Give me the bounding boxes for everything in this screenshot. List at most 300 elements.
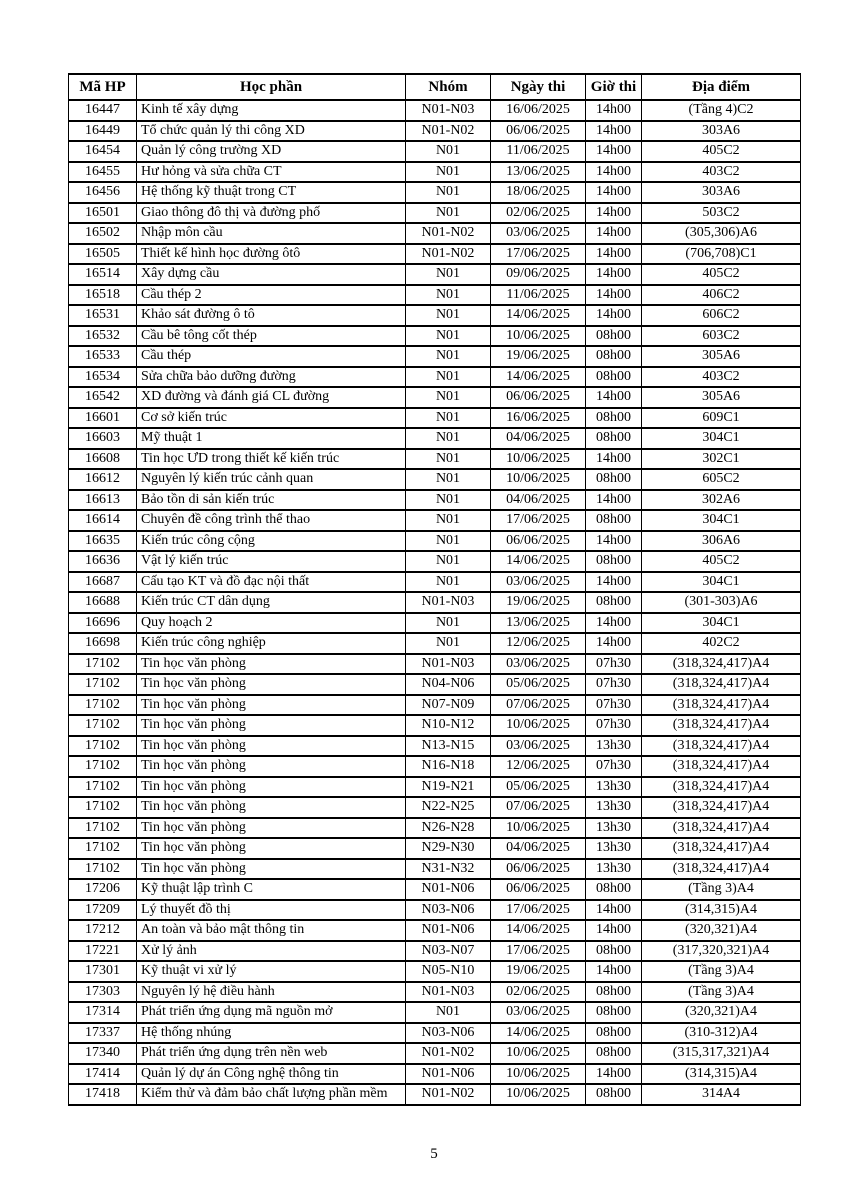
table-cell: Cấu tạo KT và đồ đạc nội thất xyxy=(137,572,406,593)
table-cell: N01-N03 xyxy=(406,654,491,675)
table-cell: 16/06/2025 xyxy=(491,408,586,429)
table-cell: 19/06/2025 xyxy=(491,346,586,367)
table-cell: 16698 xyxy=(69,633,137,654)
table-cell: 06/06/2025 xyxy=(491,859,586,880)
table-cell: 16696 xyxy=(69,613,137,634)
table-cell: 303A6 xyxy=(642,121,801,142)
table-cell: 16534 xyxy=(69,367,137,388)
table-cell: Hệ thống kỹ thuật trong CT xyxy=(137,182,406,203)
table-cell: Tổ chức quản lý thi công XD xyxy=(137,121,406,142)
table-cell: 13h30 xyxy=(586,859,642,880)
table-cell: 17/06/2025 xyxy=(491,900,586,921)
table-cell: N19-N21 xyxy=(406,777,491,798)
table-cell: 13h30 xyxy=(586,838,642,859)
table-cell: N01 xyxy=(406,203,491,224)
table-row xyxy=(69,982,801,1003)
table-cell: 08h00 xyxy=(586,428,642,449)
table-cell: 16601 xyxy=(69,408,137,429)
table-cell: Tin học văn phòng xyxy=(137,674,406,695)
table-cell: 17102 xyxy=(69,654,137,675)
table-cell: 08h00 xyxy=(586,326,642,347)
table-row xyxy=(69,203,801,224)
table-cell: 03/06/2025 xyxy=(491,736,586,757)
table-row xyxy=(69,818,801,839)
table-cell: 06/06/2025 xyxy=(491,531,586,552)
table-cell: 17102 xyxy=(69,818,137,839)
table-cell: 16449 xyxy=(69,121,137,142)
table-cell: 13/06/2025 xyxy=(491,162,586,183)
table-cell: An toàn và bảo mật thông tin xyxy=(137,920,406,941)
table-cell: 405C2 xyxy=(642,264,801,285)
table-cell: (Tầng 4)C2 xyxy=(642,100,801,121)
table-cell: (320,321)A4 xyxy=(642,1002,801,1023)
table-cell: Cầu bê tông cốt thép xyxy=(137,326,406,347)
table-cell: (318,324,417)A4 xyxy=(642,654,801,675)
table-cell: Hệ thống nhúng xyxy=(137,1023,406,1044)
table-cell: N01-N06 xyxy=(406,920,491,941)
table-row xyxy=(69,121,801,142)
table-row xyxy=(69,346,801,367)
table-cell: 305A6 xyxy=(642,346,801,367)
table-cell: 304C1 xyxy=(642,428,801,449)
table-cell: 402C2 xyxy=(642,633,801,654)
table-cell: 14h00 xyxy=(586,285,642,306)
table-cell: 10/06/2025 xyxy=(491,326,586,347)
table-cell: Kiến trúc CT dân dụng xyxy=(137,592,406,613)
table-cell: 13h30 xyxy=(586,777,642,798)
table-cell: 16456 xyxy=(69,182,137,203)
table-cell: 16505 xyxy=(69,244,137,265)
table-cell: 606C2 xyxy=(642,305,801,326)
table-cell: Giao thông đô thị và đường phố xyxy=(137,203,406,224)
table-cell: Tin học văn phòng xyxy=(137,695,406,716)
table-cell: N01 xyxy=(406,490,491,511)
table-cell: 306A6 xyxy=(642,531,801,552)
table-cell: N01 xyxy=(406,469,491,490)
table-cell: (318,324,417)A4 xyxy=(642,818,801,839)
table-cell: 08h00 xyxy=(586,982,642,1003)
table-cell: (Tầng 3)A4 xyxy=(642,879,801,900)
table-cell: 03/06/2025 xyxy=(491,654,586,675)
table-row xyxy=(69,244,801,265)
table-body xyxy=(69,100,801,1105)
table-cell: 08h00 xyxy=(586,941,642,962)
table-row xyxy=(69,674,801,695)
table-cell: 05/06/2025 xyxy=(491,674,586,695)
table-row xyxy=(69,900,801,921)
table-cell: Vật lý kiến trúc xyxy=(137,551,406,572)
table-cell: Nguyên lý hệ điều hành xyxy=(137,982,406,1003)
table-cell: N29-N30 xyxy=(406,838,491,859)
table-cell: 08h00 xyxy=(586,1084,642,1105)
table-cell: Tin học văn phòng xyxy=(137,797,406,818)
table-cell: 14h00 xyxy=(586,387,642,408)
table-row xyxy=(69,510,801,531)
table-cell: 14h00 xyxy=(586,633,642,654)
table-cell: (310-312)A4 xyxy=(642,1023,801,1044)
table-row xyxy=(69,879,801,900)
table-cell: 304C1 xyxy=(642,572,801,593)
table-cell: Lý thuyết đồ thị xyxy=(137,900,406,921)
table-cell: (318,324,417)A4 xyxy=(642,674,801,695)
table-cell: Tin học văn phòng xyxy=(137,715,406,736)
table-cell: 405C2 xyxy=(642,551,801,572)
table-cell: 16/06/2025 xyxy=(491,100,586,121)
table-row xyxy=(69,141,801,162)
table-cell: Phát triển ứng dụng mã nguồn mở xyxy=(137,1002,406,1023)
table-cell: 605C2 xyxy=(642,469,801,490)
table-cell: N01-N06 xyxy=(406,1064,491,1085)
table-cell: Kiến trúc công nghiệp xyxy=(137,633,406,654)
table-row xyxy=(69,633,801,654)
table-cell: (301-303)A6 xyxy=(642,592,801,613)
table-cell: 14h00 xyxy=(586,1064,642,1085)
table-row xyxy=(69,592,801,613)
table-row xyxy=(69,449,801,470)
table-cell: N07-N09 xyxy=(406,695,491,716)
table-cell: 17340 xyxy=(69,1043,137,1064)
table-cell: Tin học văn phòng xyxy=(137,838,406,859)
table-row xyxy=(69,551,801,572)
table-cell: 16501 xyxy=(69,203,137,224)
table-row xyxy=(69,859,801,880)
table-cell: N01 xyxy=(406,1002,491,1023)
table-cell: 10/06/2025 xyxy=(491,1043,586,1064)
table-cell: (318,324,417)A4 xyxy=(642,777,801,798)
table-cell: 10/06/2025 xyxy=(491,469,586,490)
table-row xyxy=(69,264,801,285)
table-cell: (305,306)A6 xyxy=(642,223,801,244)
table-cell: 10/06/2025 xyxy=(491,449,586,470)
table-cell: 14h00 xyxy=(586,182,642,203)
table-cell: (318,324,417)A4 xyxy=(642,859,801,880)
table-cell: 13h30 xyxy=(586,797,642,818)
table-row xyxy=(69,182,801,203)
table-cell: (318,324,417)A4 xyxy=(642,715,801,736)
table-cell: N01 xyxy=(406,428,491,449)
table-cell: N13-N15 xyxy=(406,736,491,757)
table-cell: 14h00 xyxy=(586,572,642,593)
table-cell: N16-N18 xyxy=(406,756,491,777)
table-cell: 08h00 xyxy=(586,1002,642,1023)
table-cell: (706,708)C1 xyxy=(642,244,801,265)
table-cell: Kiến trúc công cộng xyxy=(137,531,406,552)
table-cell: 10/06/2025 xyxy=(491,1084,586,1105)
table-cell: 08h00 xyxy=(586,367,642,388)
table-cell: (318,324,417)A4 xyxy=(642,736,801,757)
table-cell: 17209 xyxy=(69,900,137,921)
table-cell: 03/06/2025 xyxy=(491,1002,586,1023)
table-cell: Quản lý công trường XD xyxy=(137,141,406,162)
table-cell: 04/06/2025 xyxy=(491,490,586,511)
column-header-1: Học phần xyxy=(137,74,406,100)
table-cell: Hư hỏng và sửa chữa CT xyxy=(137,162,406,183)
table-row xyxy=(69,387,801,408)
table-cell: 07h30 xyxy=(586,674,642,695)
table-row xyxy=(69,756,801,777)
table-cell: 302A6 xyxy=(642,490,801,511)
table-cell: Phát triển ứng dụng trên nền web xyxy=(137,1043,406,1064)
table-cell: 17221 xyxy=(69,941,137,962)
table-cell: 305A6 xyxy=(642,387,801,408)
table-cell: 16635 xyxy=(69,531,137,552)
table-cell: N01-N06 xyxy=(406,879,491,900)
table-cell: Khảo sát đường ô tô xyxy=(137,305,406,326)
table-cell: N01-N03 xyxy=(406,100,491,121)
column-header-3: Ngày thi xyxy=(491,74,586,100)
table-cell: 13/06/2025 xyxy=(491,613,586,634)
table-cell: 07h30 xyxy=(586,756,642,777)
table-cell: 16612 xyxy=(69,469,137,490)
table-row xyxy=(69,613,801,634)
table-cell: N01 xyxy=(406,510,491,531)
table-cell: 14h00 xyxy=(586,900,642,921)
table-row xyxy=(69,223,801,244)
table-cell: 16603 xyxy=(69,428,137,449)
table-row xyxy=(69,838,801,859)
table-row xyxy=(69,941,801,962)
table-cell: Tin học văn phòng xyxy=(137,818,406,839)
table-cell: N01 xyxy=(406,182,491,203)
table-cell: Kỹ thuật vi xử lý xyxy=(137,961,406,982)
table-cell: N01 xyxy=(406,141,491,162)
table-cell: 08h00 xyxy=(586,592,642,613)
table-cell: 14h00 xyxy=(586,203,642,224)
column-header-4: Giờ thi xyxy=(586,74,642,100)
table-cell: Tin học văn phòng xyxy=(137,654,406,675)
table-cell: 14h00 xyxy=(586,244,642,265)
table-cell: 07/06/2025 xyxy=(491,797,586,818)
table-cell: 07h30 xyxy=(586,715,642,736)
table-cell: 17337 xyxy=(69,1023,137,1044)
table-row xyxy=(69,326,801,347)
table-cell: 16518 xyxy=(69,285,137,306)
table-cell: N01 xyxy=(406,551,491,572)
table-cell: N01 xyxy=(406,408,491,429)
table-cell: Cầu thép xyxy=(137,346,406,367)
table-cell: 17314 xyxy=(69,1002,137,1023)
table-cell: 16531 xyxy=(69,305,137,326)
table-cell: 603C2 xyxy=(642,326,801,347)
table-cell: 07/06/2025 xyxy=(491,695,586,716)
table-cell: 17303 xyxy=(69,982,137,1003)
table-cell: N03-N06 xyxy=(406,900,491,921)
table-cell: N01 xyxy=(406,346,491,367)
table-cell: 17102 xyxy=(69,838,137,859)
table-cell: Quản lý dự án Công nghệ thông tin xyxy=(137,1064,406,1085)
table-cell: Mỹ thuật 1 xyxy=(137,428,406,449)
table-cell: 07h30 xyxy=(586,695,642,716)
table-cell: 17/06/2025 xyxy=(491,941,586,962)
table-row xyxy=(69,367,801,388)
table-cell: 16687 xyxy=(69,572,137,593)
table-cell: 06/06/2025 xyxy=(491,387,586,408)
table-cell: 03/06/2025 xyxy=(491,572,586,593)
table-cell: (Tầng 3)A4 xyxy=(642,982,801,1003)
table-cell: 303A6 xyxy=(642,182,801,203)
table-cell: 17301 xyxy=(69,961,137,982)
table-cell: 403C2 xyxy=(642,367,801,388)
table-cell: 16613 xyxy=(69,490,137,511)
table-cell: 609C1 xyxy=(642,408,801,429)
table-cell: 14/06/2025 xyxy=(491,1023,586,1044)
table-cell: Sửa chữa bảo dưỡng đường xyxy=(137,367,406,388)
table-cell: Tin học ƯD trong thiết kế kiến trúc xyxy=(137,449,406,470)
table-row xyxy=(69,285,801,306)
table-cell: 19/06/2025 xyxy=(491,592,586,613)
table-cell: N22-N25 xyxy=(406,797,491,818)
table-cell: Tin học văn phòng xyxy=(137,777,406,798)
page-number: 5 xyxy=(430,1146,438,1162)
table-cell: 403C2 xyxy=(642,162,801,183)
table-cell: 16532 xyxy=(69,326,137,347)
table-cell: N01-N02 xyxy=(406,1043,491,1064)
table-cell: Quy hoạch 2 xyxy=(137,613,406,634)
table-cell: 17102 xyxy=(69,736,137,757)
table-cell: 03/06/2025 xyxy=(491,223,586,244)
table-cell: 406C2 xyxy=(642,285,801,306)
table-cell: 304C1 xyxy=(642,613,801,634)
table-cell: 08h00 xyxy=(586,469,642,490)
table-cell: 304C1 xyxy=(642,510,801,531)
table-cell: N01 xyxy=(406,326,491,347)
table-cell: 14h00 xyxy=(586,490,642,511)
table-cell: Chuyên đề công trình thể thao xyxy=(137,510,406,531)
table-cell: 11/06/2025 xyxy=(491,285,586,306)
table-cell: N01-N03 xyxy=(406,592,491,613)
table-cell: 14/06/2025 xyxy=(491,920,586,941)
table-cell: 17102 xyxy=(69,756,137,777)
table-cell: N31-N32 xyxy=(406,859,491,880)
table-cell: N01-N02 xyxy=(406,223,491,244)
table-cell: 16608 xyxy=(69,449,137,470)
table-row xyxy=(69,920,801,941)
table-row xyxy=(69,736,801,757)
column-header-0: Mã HP xyxy=(69,74,137,100)
table-cell: 14/06/2025 xyxy=(491,551,586,572)
table-cell: 17206 xyxy=(69,879,137,900)
table-row xyxy=(69,428,801,449)
table-row xyxy=(69,490,801,511)
table-cell: Kỹ thuật lập trình C xyxy=(137,879,406,900)
table-cell: 08h00 xyxy=(586,879,642,900)
table-row xyxy=(69,961,801,982)
table-cell: Nguyên lý kiến trúc cảnh quan xyxy=(137,469,406,490)
table-row xyxy=(69,777,801,798)
table-cell: Kiểm thử và đảm bảo chất lượng phần mềm xyxy=(137,1084,406,1105)
column-header-2: Nhóm xyxy=(406,74,491,100)
table-row xyxy=(69,100,801,121)
table-cell: 10/06/2025 xyxy=(491,715,586,736)
table-cell: 16514 xyxy=(69,264,137,285)
table-cell: 14h00 xyxy=(586,920,642,941)
table-row xyxy=(69,408,801,429)
table-cell: 17414 xyxy=(69,1064,137,1085)
table-cell: 08h00 xyxy=(586,551,642,572)
table-cell: N26-N28 xyxy=(406,818,491,839)
table-cell: 14h00 xyxy=(586,141,642,162)
table-cell: (314,315)A4 xyxy=(642,900,801,921)
exam-schedule-table xyxy=(68,73,801,1106)
table-cell: 16542 xyxy=(69,387,137,408)
table-row xyxy=(69,1002,801,1023)
table-cell: Nhập môn cầu xyxy=(137,223,406,244)
table-cell: Tin học văn phòng xyxy=(137,756,406,777)
table-cell: 12/06/2025 xyxy=(491,756,586,777)
table-cell: Cơ sở kiến trúc xyxy=(137,408,406,429)
table-row xyxy=(69,797,801,818)
table-row xyxy=(69,1023,801,1044)
column-header-5: Địa điểm xyxy=(642,74,801,100)
table-cell: 13h30 xyxy=(586,818,642,839)
table-row xyxy=(69,654,801,675)
table-cell: 17212 xyxy=(69,920,137,941)
table-cell: 14h00 xyxy=(586,162,642,183)
table-row xyxy=(69,572,801,593)
table-row xyxy=(69,162,801,183)
table-cell: N01 xyxy=(406,613,491,634)
table-cell: Cầu thép 2 xyxy=(137,285,406,306)
table-row xyxy=(69,1084,801,1105)
table-cell: N01 xyxy=(406,285,491,306)
table-cell: 17418 xyxy=(69,1084,137,1105)
table-cell: N01 xyxy=(406,572,491,593)
table-cell: 04/06/2025 xyxy=(491,428,586,449)
table-cell: 11/06/2025 xyxy=(491,141,586,162)
table-cell: 16614 xyxy=(69,510,137,531)
table-cell: 08h00 xyxy=(586,408,642,429)
table-cell: 08h00 xyxy=(586,510,642,531)
table-cell: 16502 xyxy=(69,223,137,244)
table-row xyxy=(69,695,801,716)
table-cell: (318,324,417)A4 xyxy=(642,695,801,716)
table-cell: Tin học văn phòng xyxy=(137,859,406,880)
table-cell: N01 xyxy=(406,449,491,470)
table-row xyxy=(69,469,801,490)
table-cell: N01 xyxy=(406,162,491,183)
table-cell: 04/06/2025 xyxy=(491,838,586,859)
table-cell: (318,324,417)A4 xyxy=(642,838,801,859)
table-row xyxy=(69,531,801,552)
table-cell: 02/06/2025 xyxy=(491,982,586,1003)
table-cell: (314,315)A4 xyxy=(642,1064,801,1085)
table-cell: 405C2 xyxy=(642,141,801,162)
table-cell: N01 xyxy=(406,531,491,552)
table-cell: 06/06/2025 xyxy=(491,121,586,142)
table-cell: 16454 xyxy=(69,141,137,162)
table-cell: 16688 xyxy=(69,592,137,613)
table-cell: 10/06/2025 xyxy=(491,1064,586,1085)
table-row xyxy=(69,715,801,736)
table-cell: N01-N02 xyxy=(406,1084,491,1105)
table-cell: 14h00 xyxy=(586,264,642,285)
table-cell: 06/06/2025 xyxy=(491,879,586,900)
table-cell: 18/06/2025 xyxy=(491,182,586,203)
table-header-row xyxy=(69,74,801,100)
table-cell: N05-N10 xyxy=(406,961,491,982)
table-cell: 08h00 xyxy=(586,346,642,367)
table-cell: 16447 xyxy=(69,100,137,121)
table-cell: 17102 xyxy=(69,715,137,736)
table-cell: 17102 xyxy=(69,777,137,798)
table-cell: 16455 xyxy=(69,162,137,183)
table-cell: N03-N07 xyxy=(406,941,491,962)
table-cell: N01-N02 xyxy=(406,244,491,265)
table-cell: N03-N06 xyxy=(406,1023,491,1044)
table-cell: XD đường và đánh giá CL đường xyxy=(137,387,406,408)
table-cell: 14h00 xyxy=(586,305,642,326)
table-cell: Tin học văn phòng xyxy=(137,736,406,757)
